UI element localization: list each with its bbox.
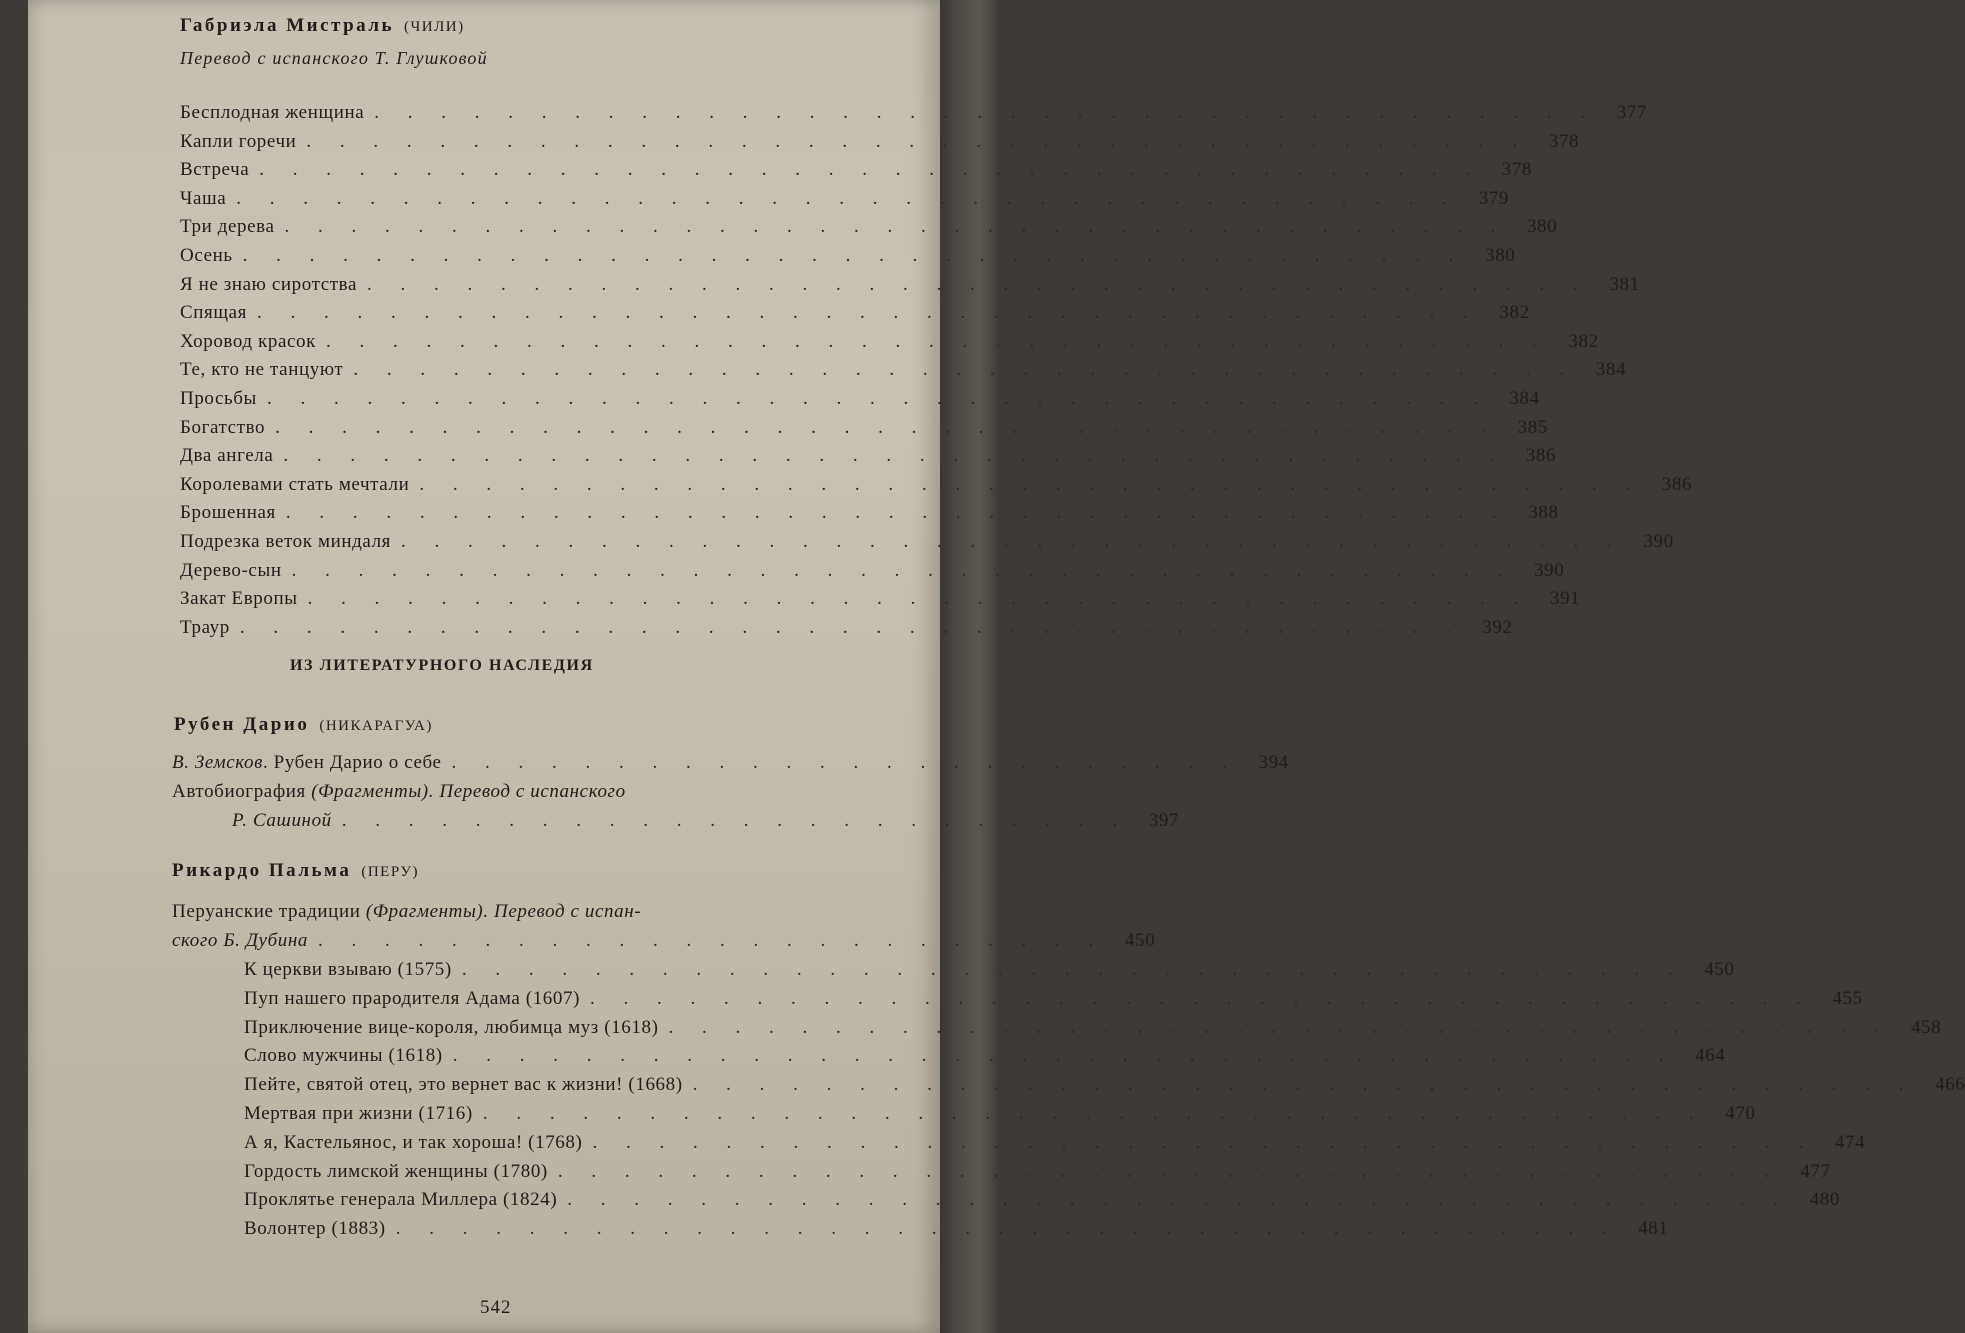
toc-entry-title-line xyxy=(172,781,626,803)
entry-page: 385 xyxy=(1517,416,1548,438)
entry-page: 390 xyxy=(1534,559,1565,581)
entry-title: А я, Кастельянос, и так хороша! (1768) xyxy=(244,1131,583,1153)
leader-dots: . . . . . . . . . . . . . . . . . . . . . . . . . . . . . . . . . . . . . xyxy=(668,1016,1892,1038)
author-country: (ПЕРУ) xyxy=(361,864,419,880)
toc-entry xyxy=(244,1074,1965,1102)
toc-entry xyxy=(180,531,1674,559)
leader-dots: . . . . . . . . . . . . . . . . . . . . . . . . . . . . . . . . . . . . . xyxy=(239,616,1463,638)
author-heading-dario: Рубен Дарио (НИКАРАГУА) xyxy=(174,714,433,735)
entry-page: 394 xyxy=(1258,752,1289,773)
toc-entry xyxy=(180,216,1558,244)
leader-dots: . . . . . . . . . . . . . . . . . . . . . . . . xyxy=(451,752,1239,773)
entry-page: 450 xyxy=(1704,959,1735,980)
entry-page: 382 xyxy=(1499,302,1530,324)
leader-dots: . . . . . . . . . . . . . . . . . . . . . . . . . . . . . . . . . . . . . xyxy=(259,159,1483,181)
toc-entry xyxy=(180,330,1599,359)
toc-entry xyxy=(244,987,1863,1016)
entry-title: Бесплодная женщина xyxy=(180,102,365,123)
entry-title: Траур xyxy=(180,616,230,638)
entry-title: Хоровод красок xyxy=(180,330,316,352)
toc-entry xyxy=(180,273,1640,302)
entry-title: Чаша xyxy=(180,187,227,209)
toc-entry xyxy=(244,1218,1669,1246)
toc-entry xyxy=(244,1103,1756,1131)
entry-page: 458 xyxy=(1910,1016,1942,1038)
toc-entry xyxy=(244,959,1735,987)
entry-title: Перуанские традиции xyxy=(172,901,366,922)
leader-dots: . . . . . . . . . . . . . . . . . . . . . . . . . . . . . . . . . . . . . xyxy=(592,1131,1816,1153)
author-country: (ЧИЛИ) xyxy=(404,19,465,35)
entry-page: 388 xyxy=(1528,502,1559,524)
entry-page: 466 xyxy=(1935,1074,1965,1096)
toc-entry xyxy=(232,810,1180,838)
entry-title: Пуп нашего прародителя Адама (1607) xyxy=(244,987,581,1009)
entry-page: 477 xyxy=(1800,1160,1831,1182)
entry-title: Приключение вице-короля, любимца муз (1618) xyxy=(244,1016,659,1038)
book-page xyxy=(28,0,1965,1333)
toc-entry xyxy=(244,1045,1726,1073)
entry-note: (Фрагменты). Перевод с испанского xyxy=(311,781,626,802)
entry-page: 480 xyxy=(1809,1189,1841,1211)
leader-dots: . . . . . . . . . . . . . . . . . . . . . . . . . . . . . . . . . . . . . xyxy=(590,987,1813,1009)
entry-title: . Рубен Дарио о себе xyxy=(262,752,442,773)
entry-title: Осень xyxy=(180,245,233,266)
toc-entry xyxy=(180,445,1557,473)
entry-page: 386 xyxy=(1525,445,1557,467)
entry-title: Три дерева xyxy=(180,216,275,238)
toc-entry xyxy=(180,359,1627,387)
entry-title: Мертвая при жизни (1716) xyxy=(244,1103,473,1124)
leader-dots: . . . . . . . . . . . . . . . . . . . . . . . . . . . . . . . . . . . . . xyxy=(692,1074,1916,1096)
entry-page: 382 xyxy=(1568,330,1599,352)
leader-dots: . . . . . . . . . . . . . . . . . . . . . . . . xyxy=(341,810,1130,831)
entry-title: Автобиография xyxy=(172,781,312,802)
leader-dots: . . . . . . . . . . . . . . . . . . . . . . . . . . . . . . . . . . . . . xyxy=(395,1218,1619,1240)
leader-dots: . . . . . . . . . . . . . . . . . . . . . . . . . . . . . . . . . . . . . xyxy=(242,245,1466,266)
entry-note: (Фрагменты). Перевод с испан- xyxy=(365,901,642,922)
toc-entry xyxy=(180,102,1648,130)
entry-page: 470 xyxy=(1725,1103,1756,1124)
entry-page: 474 xyxy=(1834,1131,1866,1153)
toc-entry xyxy=(180,616,1513,645)
leader-dots: . . . . . . . . . . . . . . . . . . . . . . . . . . . . . . . . . . . . . xyxy=(452,1045,1676,1067)
entry-title: Пейте, святой отец, это вернет вас к жизни! (1668) xyxy=(244,1074,683,1096)
entry-page: 378 xyxy=(1501,159,1533,181)
leader-dots: . . . . . . . . . . . . . . . . . . . . . . . . . . . . . . . . . . . . . xyxy=(306,130,1530,152)
toc-entry xyxy=(244,1189,1841,1217)
toc-entry-title-line xyxy=(172,901,641,923)
leader-dots: . . . . . . . . . . . . . . . . . . . . . . . . . . . . . . . . . . . . . xyxy=(325,330,1549,352)
author-heading-mistral: Габриэла Мистраль (ЧИЛИ) xyxy=(180,15,465,36)
leader-dots: . . . . . . . . . . . . . . . . . . . . . . . . . . . . . . . . . . . . . xyxy=(367,273,1590,295)
entry-page: 386 xyxy=(1661,473,1693,495)
leader-dots: . . . . . . . . . . . . . . . . . . . . . . . . . . . . . . . . . . . . . xyxy=(275,416,1498,438)
entry-page: 380 xyxy=(1526,216,1558,238)
leader-dots: . . . . . . . . . . . . . . . . . . . . . . . . . . . . . . . . . . . . . xyxy=(284,216,1508,238)
entry-page: 391 xyxy=(1550,588,1581,610)
entry-page: 384 xyxy=(1509,388,1540,409)
toc-entry xyxy=(180,473,1693,502)
entry-title: Спящая xyxy=(180,302,247,324)
leader-dots: . . . . . . . . . . . . . . . . . . . . . . . . . . . . . . . . . . . . . xyxy=(283,445,1507,467)
leader-dots: . . . . . . . . . . . . . . . . . . . . . . . . . . . . . . . . . . . . . xyxy=(291,559,1515,581)
author-heading-palma: Рикардо Пальма (ПЕРУ) xyxy=(172,860,419,881)
entry-title: Те, кто не танцуют xyxy=(180,359,344,381)
entry-title: Королевами стать мечтали xyxy=(180,473,410,495)
leader-dots: . . . . . . . . . . . . . . . . . . . . . . . . . . . . . . . . . . . . . xyxy=(461,959,1685,980)
entry-title: Проклятье генерала Миллера (1824) xyxy=(244,1189,558,1211)
entry-title: Брошенная xyxy=(180,502,276,524)
leader-dots: . . . . . . . . . . . . . . . . . . . . . . . . . . . . . . . . . . . . . xyxy=(266,388,1490,409)
toc-entry xyxy=(180,187,1509,216)
toc-entry xyxy=(244,1160,1831,1189)
page-number: 542 xyxy=(480,1297,512,1318)
leader-dots: . . . . . . . . . . . . . . . . . . . . . . . . . . . . . . . . . . . . . xyxy=(419,473,1643,495)
toc-entry xyxy=(180,159,1533,187)
entry-title: Закат Европы xyxy=(180,588,298,610)
leader-dots: . . . . . . . . . . . . . . . . . . . . . . . . . . . . . . . . . . . . . xyxy=(353,359,1577,381)
toc-entry xyxy=(180,416,1548,445)
toc-entry xyxy=(180,130,1580,159)
entry-title: Дерево-сын xyxy=(180,559,282,581)
entry-page: 481 xyxy=(1638,1218,1669,1240)
leader-dots: . . . . . . . . . . . . . . . . . . . . . . . . . . . . . . . . . . . . . xyxy=(482,1103,1706,1124)
toc-entry xyxy=(172,752,1289,780)
entry-page: 392 xyxy=(1482,616,1513,638)
toc-entry xyxy=(244,1131,1866,1160)
leader-dots: . . . . . . . . . . . . . . . . . . . . . . . . . . . . . . . . . . . . . xyxy=(307,588,1531,610)
entry-page: 380 xyxy=(1485,245,1516,266)
entry-title: Подрезка веток миндаля xyxy=(180,531,392,552)
toc-entry xyxy=(180,388,1540,416)
toc-entry xyxy=(180,502,1559,530)
essay-author: В. Земсков xyxy=(172,752,263,773)
leader-dots: . . . . . . . . . . . . . . . . . . . . . . . . . . . . . . . . . . . . . xyxy=(557,1160,1781,1182)
entry-page: 455 xyxy=(1832,987,1863,1009)
toc-entry xyxy=(180,588,1581,616)
entry-page: 377 xyxy=(1616,102,1648,123)
entry-title: Капли горечи xyxy=(180,130,297,152)
entry-page: 464 xyxy=(1695,1045,1726,1067)
entry-page: 450 xyxy=(1124,930,1156,951)
leader-dots: . . . . . . . . . . . . . . . . . . . . . . . . . . . . . . . . . . . . . xyxy=(374,102,1598,123)
entry-title: Слово мужчины (1618) xyxy=(244,1045,443,1067)
entry-title: К церкви взываю (1575) xyxy=(244,959,452,980)
leader-dots: . . . . . . . . . . . . . . . . . . . . . . . . . . . . . . . . . . . . . xyxy=(256,302,1480,324)
entry-title: Встреча xyxy=(180,159,250,181)
leader-dots: . . . . . . . . . . . . . . . . . . . . . . . . . . . . . . . . . . . . . xyxy=(401,531,1624,552)
entry-title: Гордость лимской женщины (1780) xyxy=(244,1160,548,1182)
entry-title: Я не знаю сиротства xyxy=(180,273,358,295)
toc-entry xyxy=(180,559,1565,588)
toc-entry xyxy=(180,245,1516,273)
entry-page: 381 xyxy=(1609,273,1640,295)
translator-line: Перевод с испанского Т. Глушковой xyxy=(180,48,488,68)
entry-title: Два ангела xyxy=(180,445,274,467)
leader-dots: . . . . . . . . . . . . . . . . . . . . . . . . . . . . . . . . . . . . . xyxy=(236,187,1459,209)
entry-page: 378 xyxy=(1548,130,1580,152)
toc-entry xyxy=(172,930,1156,958)
author-country: (НИКАРАГУА) xyxy=(319,718,433,734)
leader-dots: . . . . . . . . . . . . . . . . . . . . . . . . . . . . . . . . . . . . . xyxy=(567,1189,1791,1211)
entry-page: 384 xyxy=(1595,359,1627,381)
leader-dots: . . . . . . . . . . . . . . . . . . . . . . . . xyxy=(317,930,1106,951)
section-heading: ИЗ ЛИТЕРАТУРНОГО НАСЛЕДИЯ xyxy=(290,657,594,674)
entry-translator: ского Б. Дубина xyxy=(172,930,308,951)
entry-page: 390 xyxy=(1643,531,1674,552)
entry-title: Просьбы xyxy=(180,388,257,409)
entry-title: Волонтер (1883) xyxy=(244,1218,386,1240)
entry-translator: Р. Сашиной xyxy=(232,810,332,831)
entry-page: 379 xyxy=(1478,187,1509,209)
toc-entry xyxy=(244,1016,1942,1045)
leader-dots: . . . . . . . . . . . . . . . . . . . . . . . . . . . . . . . . . . . . . xyxy=(285,502,1509,524)
entry-page: 397 xyxy=(1148,810,1180,831)
entry-title: Богатство xyxy=(180,416,266,438)
toc-entry xyxy=(180,302,1530,330)
